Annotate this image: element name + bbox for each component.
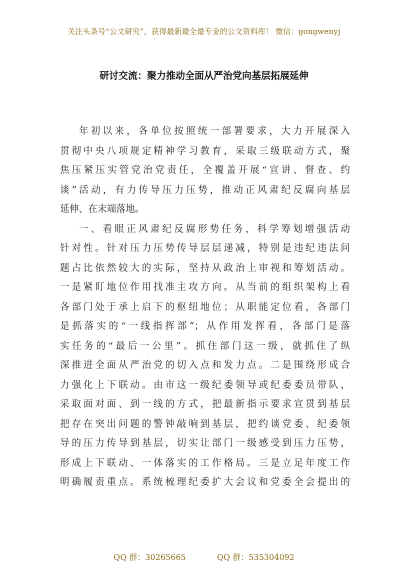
body-line: 力强化上下联动。由市这一级纪委领导或纪委委员带队， <box>60 379 350 391</box>
body-line: 针对性。针对压力压势传导层层递减，特别是违纪违法问 <box>60 243 350 254</box>
header-banner: 关注头条号“公文研究”，获得最新最全最专业的公文资料库！ 微信：gongwenyj <box>67 27 341 36</box>
body-line: 年初以来，各单位按照统一部署要求，大力开展深入 <box>79 126 350 137</box>
footer-qq-group-1: QQ 群：30265665 <box>113 553 186 562</box>
body-line: 谈”活动，有力传导压力压势，推动正风肃纪反腐向基层 <box>60 184 350 196</box>
body-line: 采取面对面、到一线的方式，把最新指示要求宣贯到基层 <box>60 399 350 410</box>
body-line: 导的压力传导到基层，切实让部门一级感受到压力压势， <box>60 438 350 449</box>
body-line: 各部门处于承上启下的枢纽地位；从职能定位看，各部门 <box>60 301 350 313</box>
document-body <box>60 122 350 493</box>
body-line: 延伸、在末端落地。 <box>60 204 145 215</box>
body-line: 贯彻中央八项规定精神学习教育，采取三级联动方式，聚 <box>60 145 350 157</box>
body-line: 一、看眼正风肃纪反腐形势任务，科学筹划增强活动 <box>79 223 350 235</box>
body-line: 形成上下联动、一体落实的工作格局。三是立足年度工作 <box>60 457 350 469</box>
body-line: 题占比依然较大的实际，坚持从政治上审视和筹划活动。 <box>60 262 350 274</box>
body-line: 深推进全面从严治党的切入点和发力点。二是围绕形成合 <box>60 360 350 371</box>
body-line: 是抓落实的“一线指挥部”；从作用发挥看，各部门是落 <box>60 321 350 332</box>
body-line: 焦压紧压实管党治党责任，全覆盖开展“宣讲、督查、约 <box>60 165 350 176</box>
footer-qq-group-2: QQ 群：535304092 <box>217 553 295 562</box>
body-line: 实任务的“最后一公里”。抓住部门这一级，就抓住了纵 <box>60 340 350 352</box>
document-title: 研讨交流：聚力推动全面从严治党向基层拓展延伸 <box>99 71 309 82</box>
footer <box>0 552 408 563</box>
body-line: 把存在突出问题的警钟敲响到基层，把约谈党委、纪委领 <box>60 418 350 430</box>
body-line: 一是紧盯地位作用找准主攻方向。从当前的组织架构上看 <box>60 282 350 293</box>
body-line: 明确履责重点。系统梳理纪委扩大会议和党委全会提出的 <box>60 477 350 488</box>
